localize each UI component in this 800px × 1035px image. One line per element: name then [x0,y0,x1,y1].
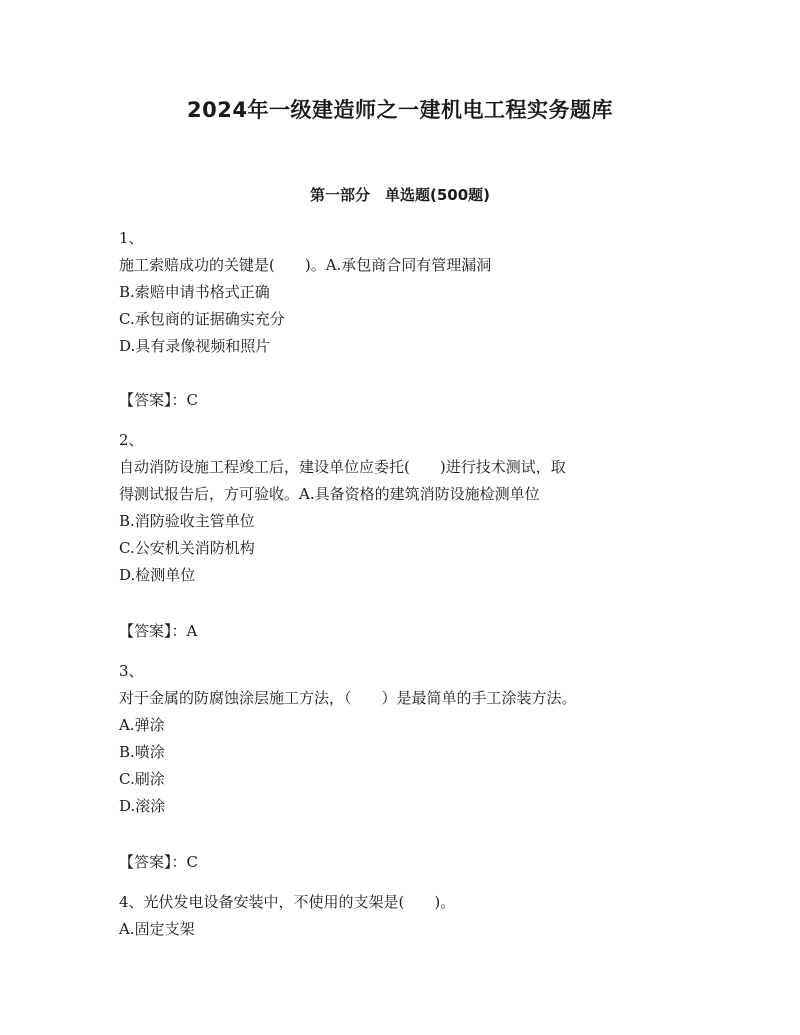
option: C.承包商的证据确实充分 [119,310,285,328]
answer: 【答案】：C [119,853,198,871]
question-number: 2、 [119,431,144,449]
option: B.索赔申请书格式正确 [119,283,270,301]
question-stem: 4、光伏发电设备安装中，不使用的支架是( )。 [119,893,456,911]
question-number: 1、 [119,229,144,247]
option: C.公安机关消防机构 [119,539,255,557]
question-stem-continued: 得测试报告后，方可验收。A.具备资格的建筑消防设施检测单位 [119,485,540,503]
answer: 【答案】：C [119,391,198,409]
option: D.检测单位 [119,566,196,584]
question-stem: 自动消防设施工程竣工后，建设单位应委托( )进行技术测试，取 [119,458,566,476]
question-stem: 施工索赔成功的关键是( )。A.承包商合同有管理漏洞 [119,256,492,274]
question-stem: 对于金属的防腐蚀涂层施工方法，（ ）是最简单的手工涂装方法。 [119,689,577,707]
option: D.滚涂 [119,797,166,815]
question-number: 3、 [119,662,144,680]
answer: 【答案】：A [119,622,198,640]
option: B.喷涂 [119,743,165,761]
option: D.具有录像视频和照片 [119,337,271,355]
option: B.消防验收主管单位 [119,512,255,530]
document-title: 2024年一级建造师之一建机电工程实务题库 [187,98,613,122]
option: A.固定支架 [119,920,195,938]
option: A.弹涂 [119,716,165,734]
section-heading: 第一部分 单选题(500题) [309,186,491,204]
option: C.刷涂 [119,770,165,788]
